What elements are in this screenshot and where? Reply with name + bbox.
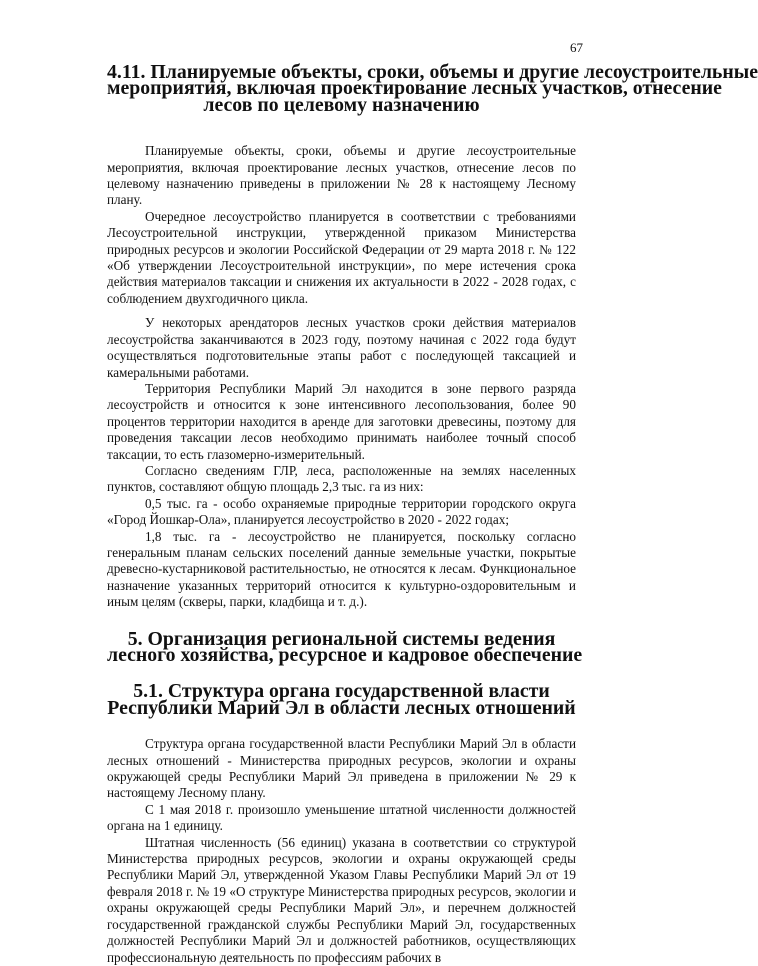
section-4-11-title <box>107 61 758 116</box>
paragraph: 0,5 тыс. га - особо охраняемые природные территории городского округа «Город Йошкар-Ола», планируется лесоустройство в 2020 - 2022 годах; <box>107 495 576 528</box>
paragraph: Очередное лесоустройство планируется в соответствии с требованиями Лесоустроительной инструкции, утвержденной приказом Министерства природных ресурсов и экологии Российской Федерации от 29 марта 2018 г. № 122 «Об утверждении Лесоустроительной инструкции», по мере истечения срока действия материалов таксации и снижения их актуальности в 2022 - 2028 годах, с соблюдением двухгодичного цикла. <box>107 208 576 306</box>
title-line: Республики Марий Эл в области лесных отношений <box>107 696 576 719</box>
section-5-1-title <box>107 680 576 719</box>
paragraph: Согласно сведениям ГЛР, леса, расположенные на землях населенных пунктов, составляют общую площадь 2,3 тыс. га из них: <box>107 462 576 495</box>
title-line: 4.11. Планируемые объекты, сроки, объемы и другие лесоустроительные <box>107 61 758 83</box>
paragraph: 1,8 тыс. га - лесоустройство не планируется, поскольку согласно генеральным планам сельских поселений данные земельные участки, покрытые древесно-кустарниковой растительностью, не относятся к лесам. Функциональное назначение указанных территорий относится к культурно-оздоровительным и иным целям (скверы, парки, кладбища и т. д.). <box>107 528 576 610</box>
paragraph: Штатная численность (56 единиц) указана в соответствии со структурой Министерства природных ресурсов, экологии и охраны окружающей среды Республики Марий Эл, утвержденной Указом Главы Республики Марий Эл от 19 февраля 2018 г. № 19 «О структуре Министерства природных ресурсов, экологии и охраны окружающей среды Республики Марий Эл», и перечнем должностей государственной гражданской службы Республики Марий Эл, государственных должностей Республики Марий Эл и должностей работников, осуществляющих профессиональную деятельность по профессиям рабочих в <box>107 834 576 965</box>
paragraph: С 1 мая 2018 г. произошло уменьшение штатной численности должностей органа на 1 единицу. <box>107 801 576 834</box>
paragraph: Территория Республики Марий Эл находится в зоне первого разряда лесоустройств и относится к зоне интенсивного лесопользования, более 90 процентов территории находится в аренде для заготовки древесины, поэтому для проведения таксации лесов необходимо принимать наиболее точный способ таксации, то есть глазомерно-измерительный. <box>107 380 576 462</box>
page-content <box>107 61 758 966</box>
title-line: лесного хозяйства, ресурсное и кадровое обеспечение <box>107 644 583 666</box>
title-line: мероприятия, включая проектирование лесных участков, отнесение <box>107 77 722 100</box>
title-line: лесов по целевому назначению <box>203 93 480 116</box>
title-line: 5. Организация региональной системы ведения <box>127 627 556 650</box>
paragraph: Структура органа государственной власти Республики Марий Эл в области лесных отношений - Министерства природных ресурсов, экологии и охраны окружающей среды Республики Марий Эл приведена в приложении № 29 к настоящему Лесному плану. <box>107 736 576 801</box>
paragraph: У некоторых арендаторов лесных участков сроки действия материалов лесоустройства заканчиваются в 2023 году, поэтому начиная с 2022 года будут осуществляться подготовительные этапы работ с последующей таксацией и камеральными работами. <box>107 315 576 380</box>
section-5-title <box>107 627 583 666</box>
page-number: 67 <box>570 40 583 55</box>
title-line: 5.1. Структура органа государственной власти <box>133 680 550 703</box>
paragraph: Планируемые объекты, сроки, объемы и другие лесоустроительные мероприятия, включая проектирование лесных участков, отнесение лесов по целевому назначению приведены в приложении № 28 к настоящему Лесному плану. <box>107 143 576 208</box>
